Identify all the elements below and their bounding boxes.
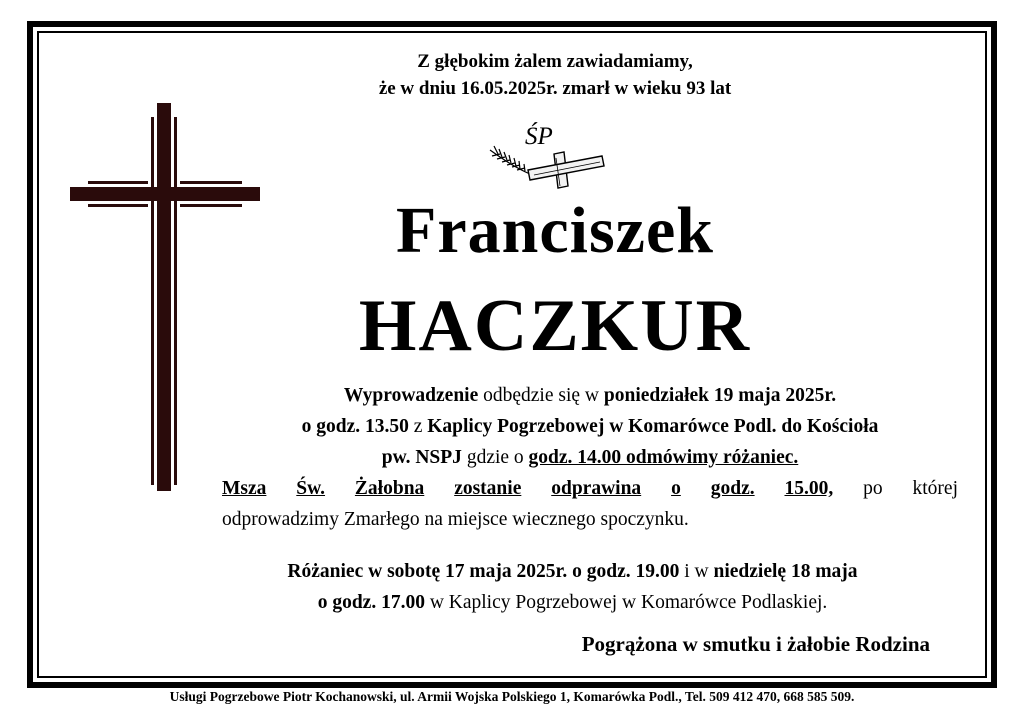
funeral-line-4: Msza Św. Żałobna zostanie odprawina o godz. 15.00, po której: [222, 478, 958, 499]
funeral-home-footer: Usługi Pogrzebowe Piotr Kochanowski, ul. Armii Wojska Polskiego 1, Komarówka Podl., Tel. 509 412 470, 668 585 509.: [169, 689, 855, 704]
funeral-line-1: Wyprowadzenie odbędzie się w poniedziałek 19 maja 2025r.: [343, 385, 837, 406]
rosary-line-2: o godz. 17.00 w Kaplicy Pogrzebowej w Komarówce Podlaskiej.: [317, 592, 828, 613]
announcement-line-1: Z głębokim żalem zawiadamiamy,: [417, 51, 693, 72]
svg-text:ŚP: ŚP: [525, 123, 553, 150]
funeral-line-5: odprowadzimy Zmarłego na miejsce wiecznego spoczynku.: [222, 509, 689, 530]
deceased-first-name: Franciszek: [396, 194, 714, 267]
deceased-last-name: HACZKUR: [358, 285, 752, 367]
announcement-line-2: że w dniu 16.05.2025r. zmarł w wieku 93 lat: [378, 78, 732, 99]
family-signoff: Pogrążona w smutku i żałobie Rodzina: [581, 632, 930, 656]
palm-and-cross-icon: [484, 120, 609, 192]
funeral-line-3: pw. NSPJ gdzie o godz. 14.00 odmówimy różaniec.: [381, 447, 799, 468]
funeral-line-2: o godz. 13.50 z Kaplicy Pogrzebowej w Komarówce Podl. do Kościoła: [301, 416, 879, 437]
rosary-line-1: Różaniec w sobotę 17 maja 2025r. o godz. 19.00 i w niedzielę 18 maja: [287, 561, 858, 582]
